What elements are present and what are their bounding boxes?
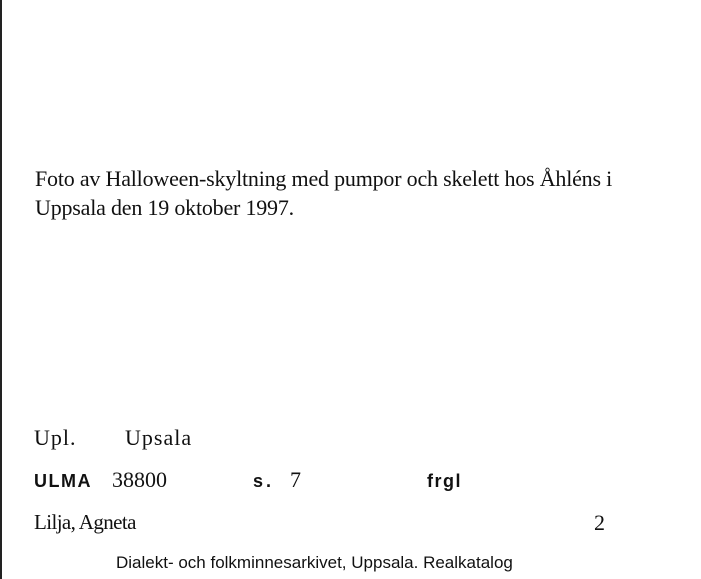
place-label: Upsala [125, 425, 193, 450]
media-type: frgl [427, 471, 462, 491]
archive-code: ULMA [34, 471, 92, 491]
accession-number: 38800 [112, 467, 167, 492]
top-edge-marks [591, 0, 701, 6]
card-left-border [0, 0, 2, 579]
card-description: Foto av Halloween-skyltning med pumpor och skelett hos Åhléns i Uppsala den 19 oktober 1997. [35, 166, 613, 220]
collector-name: Lilja, Agneta [34, 510, 136, 534]
page-number: 7 [290, 467, 301, 492]
page-label: s. [253, 471, 275, 491]
archive-footer: Dialekt- och folkminnesarkivet, Uppsala. Realkatalog [116, 553, 513, 572]
province-label: Upl. [34, 425, 77, 450]
card-number: 2 [594, 510, 605, 535]
